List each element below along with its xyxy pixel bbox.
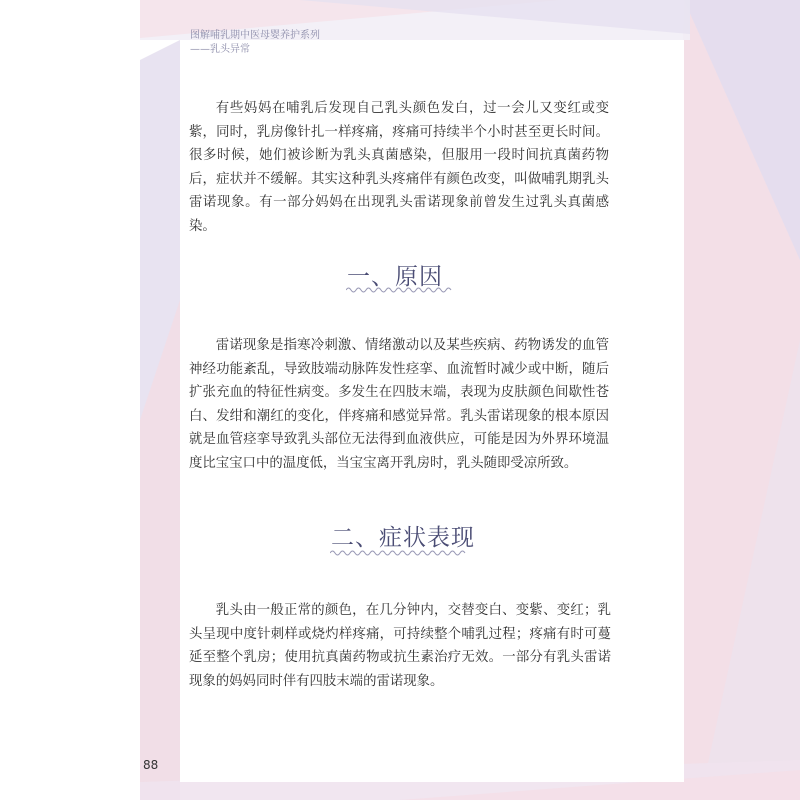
chapter-subtitle: ——乳头异常	[190, 44, 250, 55]
page-number: 88	[143, 758, 159, 772]
heading-underline-wave	[330, 549, 468, 557]
section-heading-cause: 一、原因	[347, 264, 443, 290]
heading-underline-wave	[346, 286, 452, 294]
series-title: 图解哺乳期中医母婴养护系列	[190, 30, 320, 41]
intro-paragraph: 有些妈妈在哺乳后发现自己乳头颜色发白，过一会儿又变红或变紫，同时，乳房像针扎一样疼痛，疼痛可持续半个小时甚至更长时间。很多时候，她们被诊断为乳头真菌感染，但服用一段时间抗真菌药物后，症状并不缓解。其实这种乳头疼痛伴有颜色改变，叫做哺乳期乳头雷诺现象。有一部分妈妈在出现乳头雷诺现象前曾发生过乳头真菌感染。	[189, 101, 609, 234]
section-heading-symptoms: 二、症状表现	[331, 525, 475, 551]
symptoms-paragraph: 乳头由一般正常的颜色，在几分钟内，交替变白、变紫、变红；乳头呈现中度针刺样或烧灼样疼痛，可持续整个哺乳过程；疼痛有时可蔓延至整个乳房；使用抗真菌药物或抗生素治疗无效。一部分有乳头雷诺现象的妈妈同时伴有四肢末端的雷诺现象。	[189, 603, 611, 689]
page-header	[190, 29, 320, 57]
cause-paragraph: 雷诺现象是指寒冷刺激、情绪激动以及某些疾病、药物诱发的血管神经功能紊乱，导致肢端动脉阵发性痉挛、血流暂时减少或中断，随后扩张充血的特征性病变。多发生在四肢末端，表现为皮肤颜色间歇性苍白、发绀和潮红的变化，伴疼痛和感觉异常。乳头雷诺现象的根本原因就是血管痉挛导致乳头部位无法得到血液供应，可能是因为外界环境温度比宝宝口中的温度低，当宝宝离开乳房时，乳头随即受凉所致。	[189, 338, 609, 471]
